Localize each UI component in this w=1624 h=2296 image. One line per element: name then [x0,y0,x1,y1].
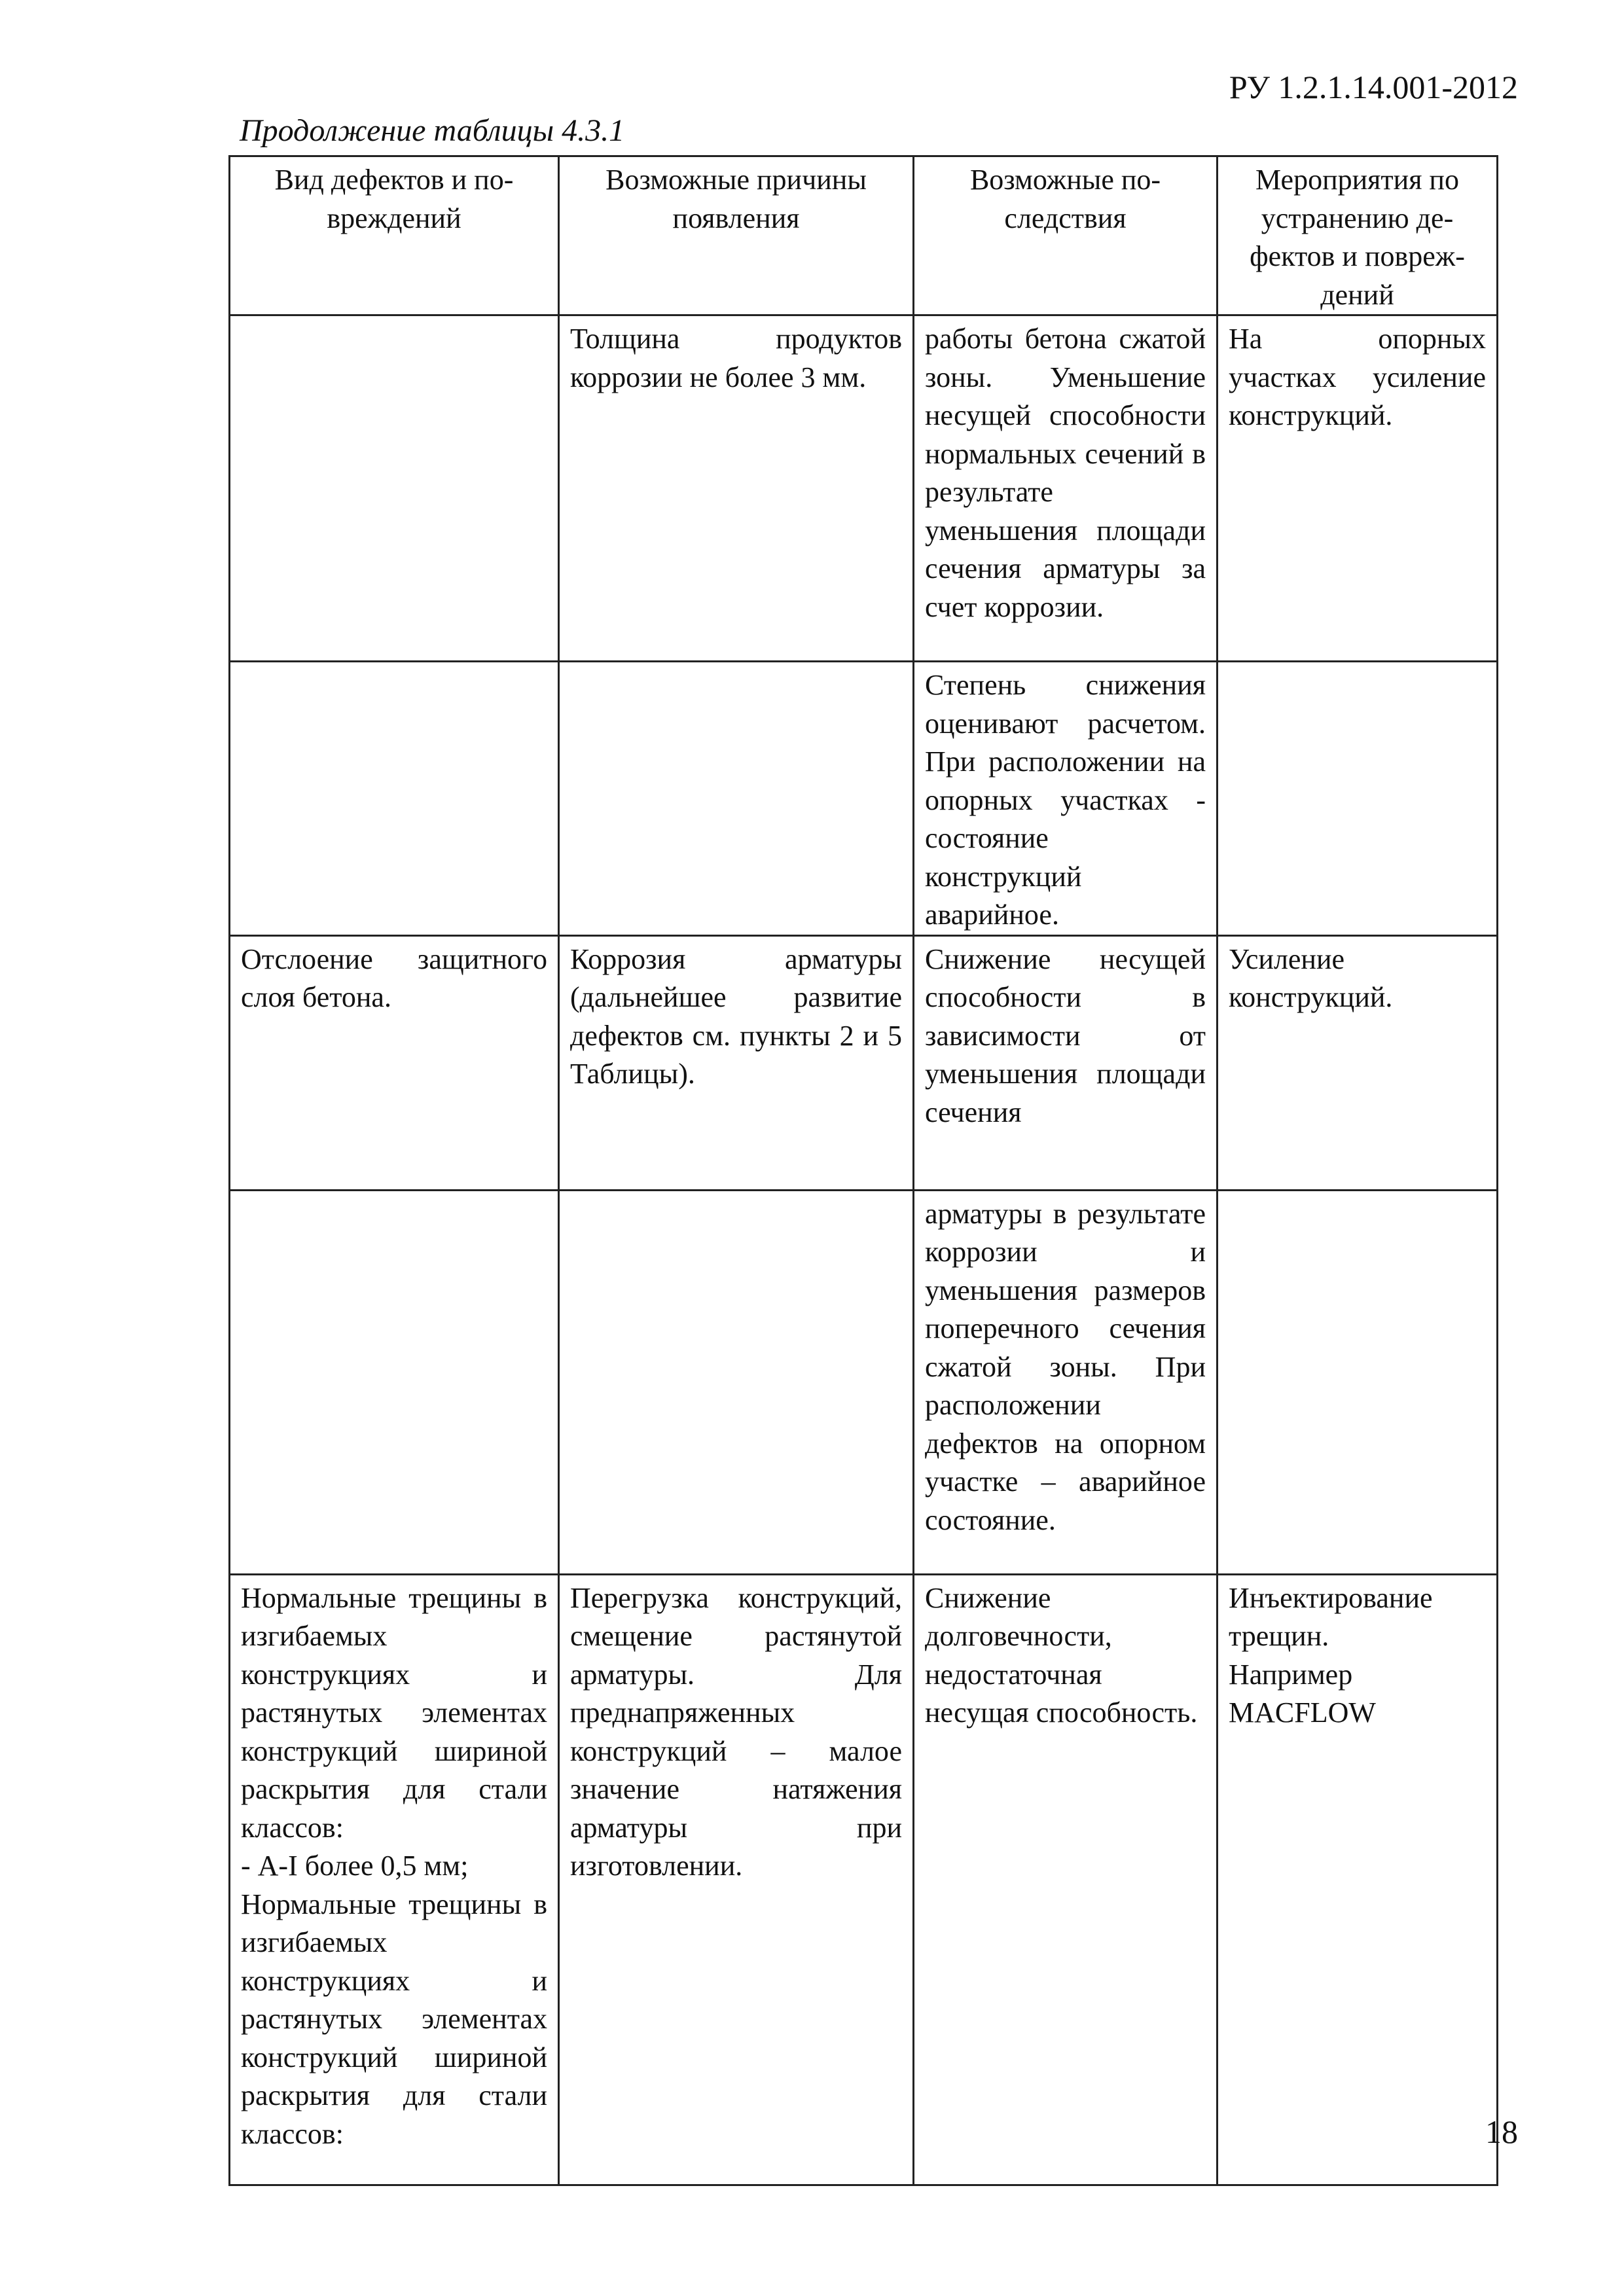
page-number: 18 [1485,2113,1518,2150]
table-row [230,1190,1498,1574]
column-header-cause: Возможные причины появления [559,156,914,315]
table-row [230,315,1498,662]
column-header-consequence: Возможные по- следствия [914,156,1218,315]
table-row [230,935,1498,1190]
measure-cell: На опорных участках усиление конструкций. [1218,315,1498,662]
consequence-cell: Снижение долговечности, недостаточная несущая способность. [914,1574,1218,2185]
consequence-cell: арматуры в результате коррозии и уменьшения размеров поперечного сечения сжатой зоны. При расположении дефектов на опорном участке – аварийное состояние. [914,1190,1218,1574]
table-row [230,662,1498,936]
cause-cell [559,1190,914,1574]
table-row [230,1574,1498,2185]
defect-cell [230,1190,559,1574]
table-header-row [230,156,1498,315]
cause-cell: Толщина продуктов коррозии не более 3 мм. [559,315,914,662]
defect-cell [230,662,559,936]
consequence-cell: работы бетона сжатой зоны. Уменьшение несущей способности нормальных сечений в результате уменьшения площади сечения арматуры за счет коррозии. [914,315,1218,662]
defect-cell [230,315,559,662]
measure-cell [1218,662,1498,936]
consequence-cell: Степень снижения оценивают расчетом. При расположении на опорных участках - состояние конструкций аварийное. [914,662,1218,936]
document-code: РУ 1.2.1.14.001-2012 [1229,69,1518,105]
defect-cell: Отслоение защитного слоя бетона. [230,935,559,1190]
measure-cell: Усиление конструкций. [1218,935,1498,1190]
defects-table [228,155,1498,2186]
defect-cell: Нормальные трещины в изгибаемых конструкциях и растянутых элементах конструкций шириной раскрытия для стали классов: - A-I более 0,5 мм; Нормальные трещины в изгибаемых конструкциях и растянутых элементах конструкций шириной раскрытия для стали классов: [230,1574,559,2185]
column-header-measure: Мероприятия по устранению де- фектов и повреж- дений [1218,156,1498,315]
measure-cell [1218,1190,1498,1574]
consequence-cell: Снижение несущей способности в зависимости от уменьшения площади сечения [914,935,1218,1190]
cause-cell: Коррозия арматуры (дальнейшее развитие дефектов см. пункты 2 и 5 Таблицы). [559,935,914,1190]
column-header-defect: Вид дефектов и по- вреждений [230,156,559,315]
cause-cell [559,662,914,936]
table-caption: Продолжение таблицы 4.3.1 [240,113,625,148]
measure-cell: Инъектирование трещин. Например MACFLOW [1218,1574,1498,2185]
cause-cell: Перегрузка конструкций, смещение растянутой арматуры. Для преднапряженных конструкций – малое значение натяжения арматуры при изготовлении. [559,1574,914,2185]
